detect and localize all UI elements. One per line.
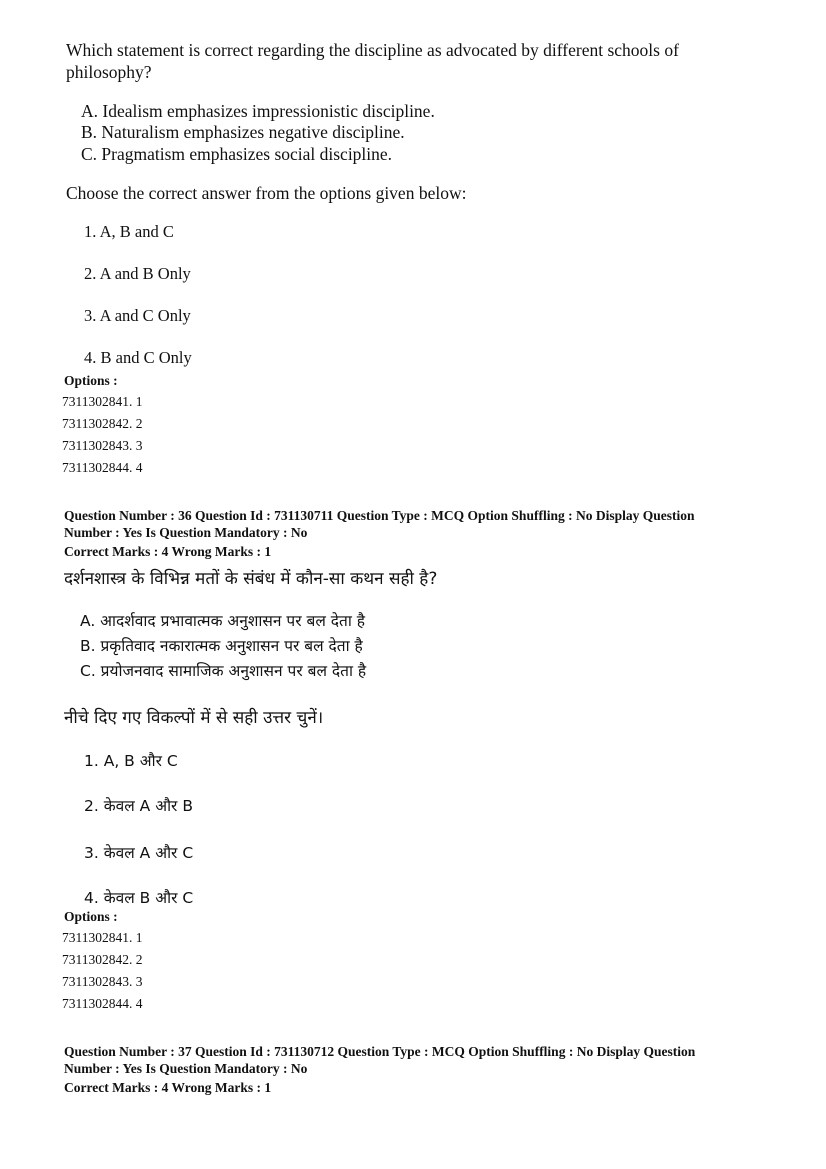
options-label-q36: Options :	[64, 909, 118, 924]
question-text-line2: philosophy?	[66, 62, 152, 82]
question-meta-line1: Question Number : 36 Question Id : 731130711 Question Type : MCQ Option Shuffling : No Display Question	[64, 508, 695, 523]
option-id-1-q36: 7311302841. 1	[62, 930, 143, 945]
option-id-2-q36: 7311302842. 2	[62, 952, 143, 967]
statement-c: C. Pragmatism emphasizes social discipline.	[81, 144, 393, 164]
option-id-4: 7311302844. 4	[62, 460, 143, 475]
question-meta-line2-q37: Number : Yes Is Question Mandatory : No	[64, 1061, 308, 1076]
statement-b-hindi: B. प्रकृतिवाद नकारात्मक अनुशासन पर बल देता है	[80, 637, 363, 655]
options-label: Options :	[64, 373, 118, 388]
choice-2-hindi: 2. केवल A और B	[84, 797, 193, 815]
option-id-2: 7311302842. 2	[62, 416, 143, 431]
question-marks: Correct Marks : 4 Wrong Marks : 1	[64, 544, 272, 559]
statement-a-hindi: A. आदर्शवाद प्रभावात्मक अनुशासन पर बल देता है	[80, 612, 366, 630]
choice-3-hindi: 3. केवल A और C	[84, 844, 194, 862]
choice-1: 1. A, B and C	[84, 222, 174, 241]
question-marks-q37: Correct Marks : 4 Wrong Marks : 1	[64, 1080, 272, 1095]
instruction-text-hindi: नीचे दिए गए विकल्पों में से सही उत्तर चुनें।	[64, 708, 324, 728]
statement-b: B. Naturalism emphasizes negative discipline.	[81, 122, 405, 142]
choice-4: 4. B and C Only	[84, 348, 192, 367]
statement-a: A. Idealism emphasizes impressionistic discipline.	[81, 101, 435, 121]
question-meta-line1-q37: Question Number : 37 Question Id : 731130712 Question Type : MCQ Option Shuffling : No Display Question	[64, 1044, 696, 1059]
option-id-4-q36: 7311302844. 4	[62, 996, 143, 1011]
option-id-1: 7311302841. 1	[62, 394, 143, 409]
option-id-3-q36: 7311302843. 3	[62, 974, 143, 989]
choice-1-hindi: 1. A, B और C	[84, 752, 178, 770]
option-id-3: 7311302843. 3	[62, 438, 143, 453]
question-meta-line2: Number : Yes Is Question Mandatory : No	[64, 525, 308, 540]
question-text-hindi: दर्शनशास्त्र के विभिन्न मतों के संबंध में कौन-सा कथन सही है?	[64, 569, 438, 589]
choice-3: 3. A and C Only	[84, 306, 191, 325]
instruction-text: Choose the correct answer from the options given below:	[66, 183, 467, 203]
question-text-line1: Which statement is correct regarding the discipline as advocated by different schools of	[66, 40, 679, 60]
choice-4-hindi: 4. केवल B और C	[84, 889, 194, 907]
statement-c-hindi: C. प्रयोजनवाद सामाजिक अनुशासन पर बल देता है	[80, 662, 367, 680]
choice-2: 2. A and B Only	[84, 264, 191, 283]
